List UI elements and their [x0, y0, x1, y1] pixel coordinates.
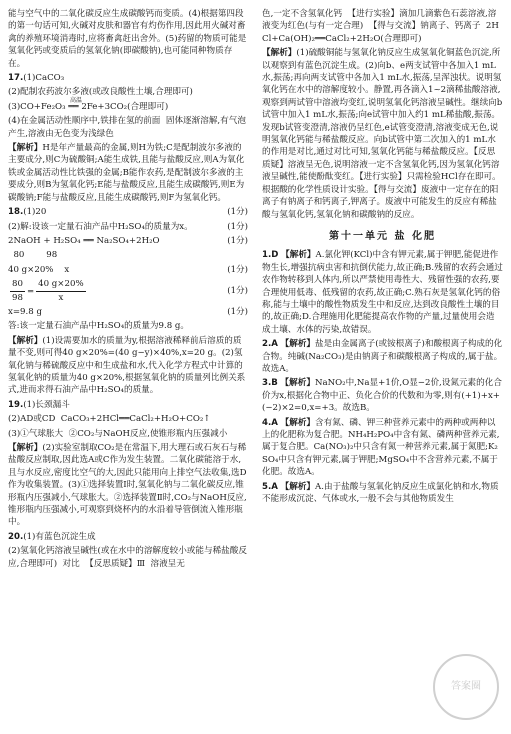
answer-line: (1)CaCO₃ [23, 73, 65, 84]
score: (1分) [227, 235, 248, 246]
equation-line: x=9.8 g [8, 306, 42, 317]
score: (1分) [227, 306, 248, 317]
answer-letter: A [271, 417, 278, 428]
question-2 [262, 338, 503, 375]
analysis-tag: 【解析】 [280, 339, 316, 350]
left-column [8, 8, 248, 572]
answer-line: 答:该一定量石油产品中H₂SO₄的质量为9.8 g。 [8, 321, 190, 332]
question-3 [262, 377, 503, 414]
score: (1分) [227, 285, 248, 296]
answer-line: (2)解:设该一定量石油产品中H₂SO₄的质量为x。 [8, 221, 193, 232]
question-number: 18. [8, 207, 24, 218]
analysis-text: (2)实验室制取CO₂是在常温下,用大理石或石灰石与稀盐酸反应制取,因此选A或C作为发生装置。二氧化碳能溶于水,且与水反应,密度比空气的大,因此只能用向上排空气法收集,选D作为收集装置。(3)①选择装置Ⅰ时,氢氧化钠与二氧化碳反应,锥形瓶内压强减小,气球胀大。②选择装置Ⅱ时,CO₂与NaOH反应,锥形瓶内压强减小,可观察到烧杯内的水沿着导管倒流入锥形瓶中。 [8, 443, 247, 528]
answer-line: (2)AD或CD CaCO₃+2HCl══CaCl₂+H₂O+CO₂↑ [8, 414, 211, 425]
analysis-text: 含有氮、磷、钾三种营养元素中的两种或两种以上的化肥称为复合肥。NH₄H₂PO₄中含有氮、磷两种营养元素,属于复合肥。Ca(NO₃)₂中只含有氮一种营养元素,属于氮肥;K₂SO₄中只含有钾元素,属于钾肥;MgSO₄中不含营养元素,不属于化肥。故选A。 [262, 417, 500, 478]
analysis-tag: 【解析】 [262, 48, 297, 59]
proportion: $\frac{80}{98}$ = $\frac{40 g\times 20\%}{x}$ (1分) [12, 279, 248, 303]
question-17 [8, 72, 248, 204]
question-number: 5. [262, 481, 272, 492]
question-number: 4. [262, 417, 272, 428]
equation-line: 40 g×20% x [8, 264, 70, 275]
reaction-condition: 高温 [70, 96, 83, 104]
answer-letter: A [271, 481, 278, 492]
analysis-tag: 【解析】 [280, 378, 315, 389]
analysis-tag: 【解析】 [280, 417, 316, 428]
chemical-equation: 2NaOH + H₂SO₄ ══ Na₂SO₄+2H₂O [8, 235, 160, 246]
answer-line: (3)①气球胀大 ②CO₂与NaOH反应,使锥形瓶内压强减小 [8, 428, 228, 439]
answer-line: (4)在金属活动性顺序中,铁排在氢的前面 固体逐渐溶解,有气泡产生,溶液由无色变为浅绿色 [8, 116, 246, 139]
question-number: 2. [262, 339, 272, 350]
analysis-tag: 【解析】 [281, 250, 316, 261]
right-column [262, 8, 503, 507]
analysis-text: A.氯化钾(KCl)中含有钾元素,属于钾肥,能促进作物生长,增强抗病虫害和抗倒伏能力,故正确;B.残留的农药会通过农作物转移到人体内,所以严禁使用毒性大、残留性强的农药,要合理使用低毒、低残留的农药,故正确;C.熟石灰是氢氧化钙的俗称,能与土壤中的酸性物质发生中和反应,达到改良酸性土壤的目的,故正确;D.合理施用化肥能提高农作物的产量,过量使用会造成土壤、水体的污染,故错误。 [262, 250, 503, 335]
analysis-tag: 【解析】 [8, 143, 43, 154]
analysis-text: (1)设需要加水的质量为y,根据溶液稀释前后溶质的质量不变,则可得40 g×20%=(40 g−y)×40%,x=20 g。(2)氢氧化钠与稀硫酸反应中和生成盐和水,代入化学方程式中计算的氢氧化钠的质量为40 g×20%,根据氢氧化钠的质量列比例关系式,进而求得石油产品中H₂SO₄的质量。 [8, 335, 246, 396]
analysis-text: H是年产量最高的金属,则H为铁;C是配制波尔多液的主要成分,则C为硫酸铜;A能生成铁,且能与盐酸反应,则A为氧化铁或金属活动性比铁强的金属;B能作农药,是配制波尔多液的主要成分,则B为氢氧化钙;E能与盐酸反应,且能生成碳酸钙,则E为碳酸钠;F能与盐酸反应,且能生成碳酸钙,则F为氢氧化钙。 [8, 143, 245, 203]
question-19 [8, 399, 248, 529]
analysis-tag: 【解析】 [8, 443, 43, 453]
question-1 [262, 249, 503, 336]
intro-paragraph: 能与空气中的二氧化碳反应生成碳酸钙而变质。(4)根据第四段的第一句话可知,火碱对皮肤和器官有灼伤作用,因此用火碱对畜禽的养殖环境消毒时,应将畜禽赶出舍外。(5)药留的物质可能是氢氧化钙或变质后的氢氧化钠(即碳酸钠),也可能同种物质存在。 [8, 9, 247, 69]
question-number: 17. [8, 73, 24, 84]
equation-line: 80 98 [8, 250, 58, 261]
answer-line: (1)20 [23, 207, 47, 218]
score: (1分) [227, 264, 248, 275]
question-number: 1. [262, 250, 272, 261]
question-number: 3. [262, 378, 272, 389]
answer-line: (1)有蓝色沉淀生成 [23, 531, 96, 542]
chemical-equation: (3)CO+Fe₂O₃ ══ 2Fe+3CO₂(合理即可) [8, 101, 169, 112]
answer-letter: A [271, 339, 278, 350]
answer-line: (2)配制农药波尔多液(或改良酸性土壤,合理即可) [8, 87, 193, 98]
score: (1分) [227, 221, 248, 232]
answer-line: (2)氢氧化钙溶液呈碱性(或在水中的溶解度较小或能与稀盐酸反应,合理即可) 对比 【反思质疑】Ⅲ 溶液呈无 [8, 546, 247, 569]
question-18 [8, 206, 248, 397]
unit-title: 第十一单元 盐 化肥 [329, 230, 436, 242]
analysis-text: A.由于盐酸与氢氧化钠反应生成氯化钠和水,物质不能形成沉淀、气体或水,一般不会与其他物质发生 [262, 481, 499, 505]
analysis-text: NaNO₂中,Na显+1价,O显−2价,设氮元素的化合价为x,根据化合物中正、负化合价的代数和为零,则有(+1)+x+(−2)×2=0,x=+3。故选B。 [262, 378, 502, 414]
answer-line: (1)长颈漏斗 [23, 399, 70, 410]
analysis-tag: 【解析】 [280, 481, 316, 492]
question-number: 19. [8, 399, 24, 410]
question-5 [262, 481, 503, 506]
question-4 [262, 417, 503, 479]
question-number: 20. [8, 531, 24, 542]
score: (1分) [227, 207, 248, 218]
analysis-text: 盐是由金属离子(或铵根离子)和酸根离子构成的化合物。纯碱(Na₂CO₃)是由钠离子和碳酸根离子构成的,属于盐。故选A。 [262, 339, 503, 374]
continued-answer: 色,一定不含氢氧化钙 【进行实验】滴加几滴紫色石蕊溶液,溶液变为红色(与有一定合理) 【得与交流】钠离子、钙离子 2HCl+Ca(OH)₂══CaCl₂+2H₂O(合理即可) [262, 9, 499, 44]
watermark-stamp: 答案圈 [433, 654, 499, 720]
question-20 [8, 531, 248, 570]
answer-letter: B [271, 378, 278, 389]
analysis-text: (1)硫酸铜能与氢氧化钠反应生成氢氧化铜蓝色沉淀,所以观察到有蓝色沉淀生成。(2)向b、e两支试管中各加入1 mL水,振荡;再向两支试管中各加入1 mL水,振荡,呈浑浊状。说明氢氧化钙在水中的溶解度较小。静置,再各滴入1~2滴稀盐酸溶液,观察到两试管中溶液均变红,说明氢氧化钙溶液呈碱性。继续向b试管中加入1 mL水,振荡;向e试管中加入约1 mL稀盐酸,振荡。发现b试管变澄清,溶液仍呈红色,e试管变澄清,溶液变成无色,说明氢氧化钙能与稀盐酸反应。向b试管中第二次加入的1 mL水的作用是对比,通过对比可知,氢氧化钙能与稀盐酸反应。【反思质疑】溶液呈无色,说明溶液一定不含氢氧化钙,因为氢氧化钙溶液呈碱性,能使酚酞变红。【进行实验】只需检验HCl存在即可。根据酸的化学性质设计实验。【得与交流】废液中一定存在的阳离子有钠离子和钙离子,钾离子。废液中可能发生的反应有稀盐酸与氢氧化钙,氢氧化钠和碳酸钠的反应。 [262, 48, 503, 220]
answer-letter: D [271, 250, 279, 261]
analysis-tag: 【解析】 [8, 335, 43, 346]
